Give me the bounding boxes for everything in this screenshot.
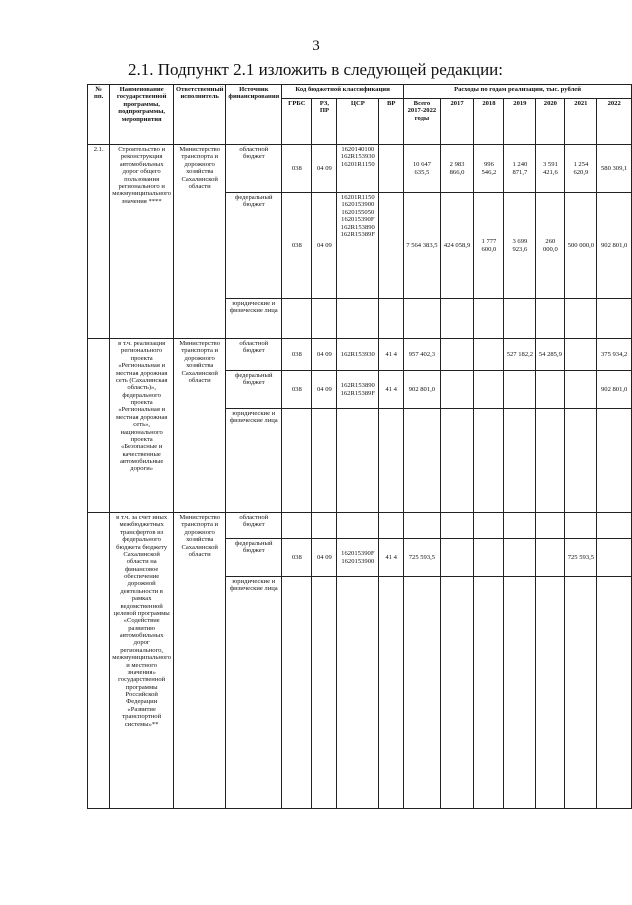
value-2020: [536, 371, 565, 409]
rzpr-cell: [312, 577, 337, 809]
value-2021: [565, 371, 597, 409]
rzpr-cell: [312, 299, 337, 339]
table-row: [88, 145, 632, 193]
grbs-cell: 038: [282, 193, 312, 299]
section-heading: 2.1. Подпункт 2.1 изложить в следующей редакции:: [128, 60, 503, 79]
header-2018: 2018: [474, 99, 504, 145]
rzpr-cell: [312, 409, 337, 513]
header-expenses: Расходы по годам реализации, тыс. рублей: [404, 85, 632, 99]
rzpr-cell: 04 09: [312, 539, 337, 577]
table-row: [88, 339, 632, 371]
source-cell: юридические и физические лица: [226, 409, 282, 513]
value-2017: [440, 371, 474, 409]
header-num: № пп.: [88, 85, 110, 145]
value-2018: 1 777 600,0: [474, 193, 504, 299]
block-num: [88, 513, 110, 809]
total-cell: 7 564 383,5: [404, 193, 441, 299]
header-csr: ЦСР: [337, 99, 379, 145]
header-kbk: Код бюджетной классификации: [282, 85, 404, 99]
vr-cell: [379, 145, 404, 193]
vr-cell: [379, 299, 404, 339]
value-2021: [565, 409, 597, 513]
header-2019: 2019: [504, 99, 536, 145]
header-2022: 2022: [597, 99, 632, 145]
value-2021: [565, 513, 597, 539]
value-2017: [440, 409, 474, 513]
total-cell: 957 402,3: [404, 339, 441, 371]
rzpr-cell: 04 09: [312, 145, 337, 193]
source-cell: юридические и физические лица: [226, 577, 282, 809]
value-2020: [536, 577, 565, 809]
value-2020: 3 591 421,6: [536, 145, 565, 193]
value-2017: [440, 539, 474, 577]
table-row: [88, 513, 632, 539]
rzpr-cell: 04 09: [312, 193, 337, 299]
value-2019: [504, 539, 536, 577]
header-rzpr: РЗ, ПР: [312, 99, 337, 145]
value-2018: [474, 409, 504, 513]
value-2022: [597, 299, 632, 339]
block-name: в т.ч. реализация регионального проекта «Региональная и местная дорожная сеть (Сахалинская область)», федерального проекта «Региональная и местная дорожная сеть», национального проекта «Безопасные и качественные автомобильные дороги»: [110, 339, 174, 513]
total-cell: [404, 299, 441, 339]
block-responsible: Министерство транспорта и дорожного хозяйства Сахалинской области: [174, 513, 226, 809]
rzpr-cell: 04 09: [312, 339, 337, 371]
block-name: Строительство и реконструкция автомобильных дорог общего пользования регионального и межмуниципального значения ****: [110, 145, 174, 339]
grbs-cell: 038: [282, 371, 312, 409]
budget-table: [87, 84, 632, 809]
header-2021: 2021: [565, 99, 597, 145]
header-vr: ВР: [379, 99, 404, 145]
value-2022: 902 801,0: [597, 371, 632, 409]
value-2019: 3 699 923,6: [504, 193, 536, 299]
grbs-cell: 038: [282, 145, 312, 193]
source-cell: федеральный бюджет: [226, 371, 282, 409]
value-2018: [474, 539, 504, 577]
value-2019: [504, 409, 536, 513]
value-2021: 1 254 620,9: [565, 145, 597, 193]
value-2019: [504, 513, 536, 539]
value-2020: [536, 539, 565, 577]
header-name: Наименование государственной программы, подпрограммы, мероприятия: [110, 85, 174, 145]
header-2017: 2017: [440, 99, 474, 145]
value-2022: [597, 409, 632, 513]
total-cell: 725 593,5: [404, 539, 441, 577]
value-2018: [474, 513, 504, 539]
value-2022: [597, 539, 632, 577]
vr-cell: 41 4: [379, 539, 404, 577]
value-2022: 902 801,0: [597, 193, 632, 299]
block-responsible: Министерство транспорта и дорожного хозяйства Сахалинской области: [174, 145, 226, 339]
grbs-cell: [282, 409, 312, 513]
value-2017: 2 983 866,0: [440, 145, 474, 193]
value-2020: [536, 299, 565, 339]
grbs-cell: [282, 513, 312, 539]
total-cell: [404, 577, 441, 809]
page-number: 3: [312, 38, 320, 54]
value-2021: [565, 577, 597, 809]
total-cell: [404, 409, 441, 513]
total-cell: 10 647 635,5: [404, 145, 441, 193]
csr-cell: 162R153890 162R15389F: [337, 371, 379, 409]
value-2017: [440, 577, 474, 809]
value-2019: [504, 577, 536, 809]
value-2022: [597, 577, 632, 809]
value-2020: [536, 513, 565, 539]
value-2021: [565, 299, 597, 339]
source-cell: федеральный бюджет: [226, 539, 282, 577]
csr-cell: [337, 513, 379, 539]
csr-cell: [337, 577, 379, 809]
block-name: в т.ч. за счет иных межбюджетных трансфертов из федерального бюджета бюджету Сахалинской области на финансовое обеспечение дорожной деятельности в рамках ведомственной целевой программы «Содействие развитию автомобильных дорог регионального, межмуниципального и местного значения» государственной программы Российской Федерации «Развитие транспортной системы»**: [110, 513, 174, 809]
block-responsible: Министерство транспорта и дорожного хозяйства Сахалинской области: [174, 339, 226, 513]
csr-cell: 16201R1150 1620153900 1620155050 162015390F 162R153890 162R15389F: [337, 193, 379, 299]
value-2020: 260 000,0: [536, 193, 565, 299]
value-2017: [440, 339, 474, 371]
vr-cell: [379, 513, 404, 539]
value-2018: [474, 577, 504, 809]
vr-cell: 41 4: [379, 339, 404, 371]
source-cell: областной бюджет: [226, 513, 282, 539]
value-2018: 996 546,2: [474, 145, 504, 193]
value-2019: [504, 371, 536, 409]
vr-cell: 41 4: [379, 371, 404, 409]
total-cell: 902 801,0: [404, 371, 441, 409]
grbs-cell: 038: [282, 539, 312, 577]
source-cell: юридические и физические лица: [226, 299, 282, 339]
source-cell: областной бюджет: [226, 145, 282, 193]
header-total: Всего 2017-2022 годы: [404, 99, 441, 145]
value-2019: 1 240 871,7: [504, 145, 536, 193]
block-num: 2.1.: [88, 145, 110, 339]
grbs-cell: [282, 299, 312, 339]
block-num: [88, 339, 110, 513]
value-2021: 500 000,0: [565, 193, 597, 299]
csr-cell: 162015390F 1620153900: [337, 539, 379, 577]
rzpr-cell: [312, 513, 337, 539]
csr-cell: 1620140100 162R153930 16201R1150: [337, 145, 379, 193]
total-cell: [404, 513, 441, 539]
csr-cell: [337, 409, 379, 513]
value-2019: [504, 299, 536, 339]
header-responsible: Ответственный исполнитель: [174, 85, 226, 145]
value-2017: [440, 299, 474, 339]
source-cell: федеральный бюджет: [226, 193, 282, 299]
vr-cell: [379, 577, 404, 809]
value-2018: [474, 371, 504, 409]
value-2018: [474, 299, 504, 339]
header-grbs: ГРБС: [282, 99, 312, 145]
value-2022: 580 309,1: [597, 145, 632, 193]
value-2022: 375 934,2: [597, 339, 632, 371]
value-2020: [536, 409, 565, 513]
vr-cell: [379, 193, 404, 299]
value-2021: 725 593,5: [565, 539, 597, 577]
source-cell: областной бюджет: [226, 339, 282, 371]
value-2017: [440, 513, 474, 539]
csr-cell: [337, 299, 379, 339]
grbs-cell: 038: [282, 339, 312, 371]
value-2021: [565, 339, 597, 371]
csr-cell: 162R153930: [337, 339, 379, 371]
grbs-cell: [282, 577, 312, 809]
value-2017: 424 058,9: [440, 193, 474, 299]
header-2020: 2020: [536, 99, 565, 145]
value-2018: [474, 339, 504, 371]
value-2019: 527 182,2: [504, 339, 536, 371]
value-2020: 54 285,9: [536, 339, 565, 371]
header-source: Источник финансирования: [226, 85, 282, 145]
rzpr-cell: 04 09: [312, 371, 337, 409]
vr-cell: [379, 409, 404, 513]
value-2022: [597, 513, 632, 539]
